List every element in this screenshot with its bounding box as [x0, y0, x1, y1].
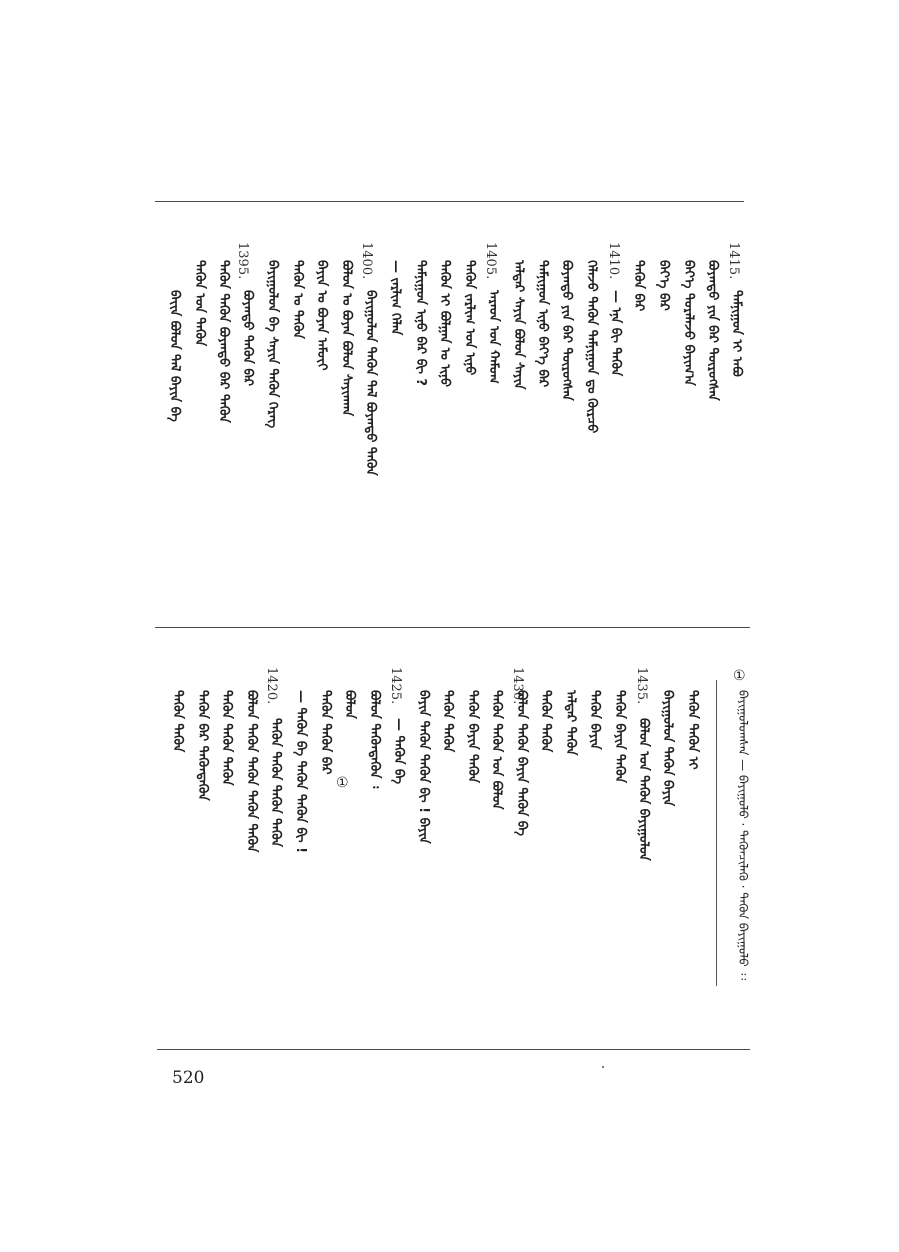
line-number: 1435. [634, 667, 649, 705]
middle-rule [155, 627, 750, 628]
line-number: 1415. [726, 242, 741, 280]
line-number: 1410. [606, 242, 621, 280]
footnote-marker: ① [733, 668, 746, 684]
footnote-ref-marker: ① [336, 775, 349, 791]
stray-mark [602, 1066, 604, 1068]
top-rule [155, 201, 744, 202]
bottom-rule [157, 1049, 750, 1050]
line-number: 1425. [388, 667, 403, 705]
line-number: 1400. [359, 242, 374, 280]
line-number: 1395. [235, 242, 250, 280]
line-number: 1405. [483, 242, 498, 280]
page-number: 520 [172, 1068, 205, 1088]
line-number: 1430. [510, 667, 525, 705]
footnote-rule [716, 680, 717, 986]
line-number: 1420. [264, 667, 279, 705]
